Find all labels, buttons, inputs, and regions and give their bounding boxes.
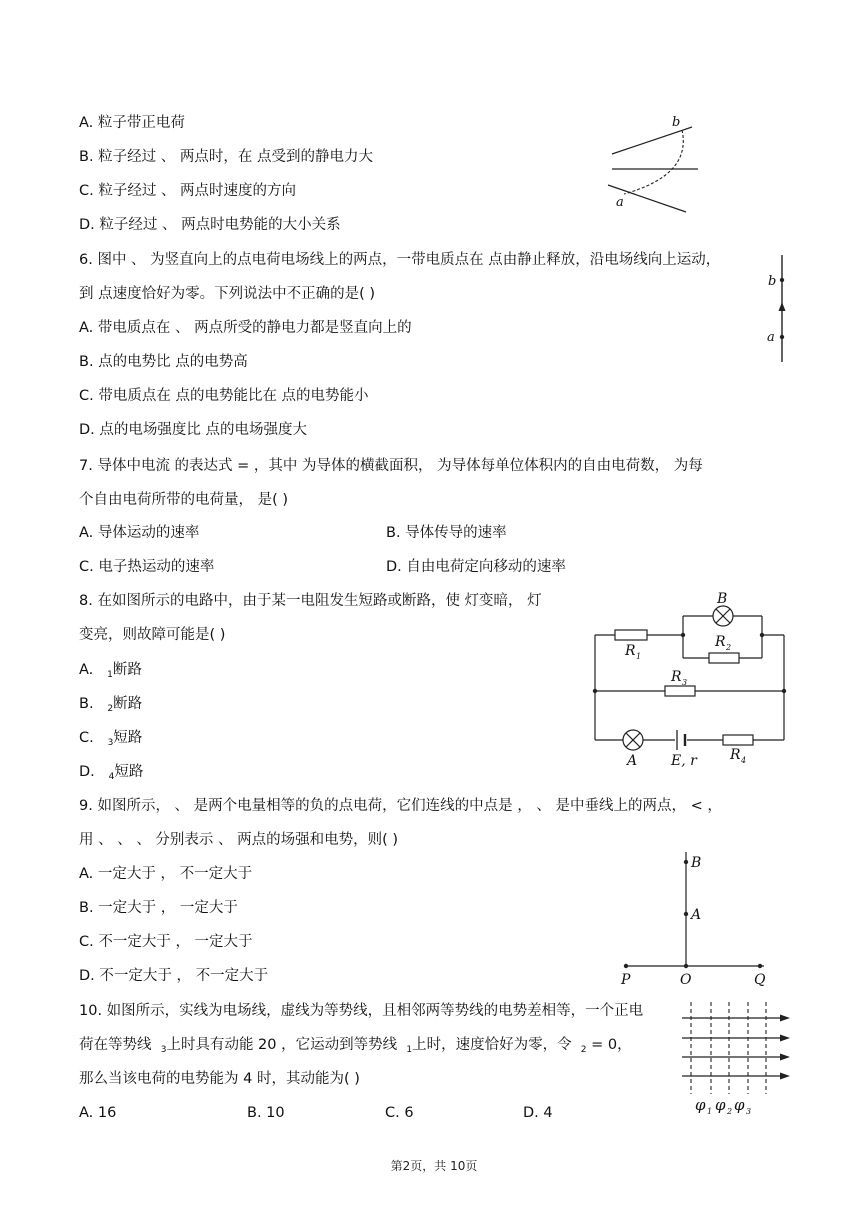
- q8-option-a: [79, 661, 142, 684]
- q8-option-c-text: 短路: [113, 730, 143, 746]
- q8-label-r2-sub: 2: [726, 643, 732, 652]
- q10-stem-line2: [79, 1036, 632, 1059]
- q9-option-a: A. 一定大于 ， 不一定大于: [79, 866, 253, 882]
- q8-resistor-r3: [665, 686, 695, 696]
- q9-point-a: [684, 912, 688, 916]
- q6-option-b: B. 点的电势比 点的电势高: [79, 354, 248, 370]
- q10-option-d: D. 4: [523, 1105, 553, 1121]
- q10-sub-3: 3: [160, 1045, 167, 1055]
- q8-option-c-sub: 3: [107, 738, 114, 748]
- q8-label-r3-sub: 3: [682, 678, 688, 687]
- q8-option-d-text: 短路: [114, 764, 144, 780]
- q10-stem-part-b: 上时具有动能 20 ，它运动到等势线: [166, 1037, 398, 1053]
- q9-stem-line1: 9. 如图所示， 、 是两个电量相等的负的点电荷，它们连线的中点是 ， 、 是中垂线上的两点， < ，: [79, 798, 722, 814]
- q8-label-r4-sub: 4: [741, 756, 747, 765]
- q6-option-c: C. 带电质点在 点的电势能比在 点的电势能小: [79, 388, 369, 404]
- q6-label-a: a: [767, 330, 775, 345]
- q10-equipotential-lines: [691, 1002, 766, 1094]
- q5-label-a: a: [616, 195, 624, 210]
- q9-label-p: P: [621, 972, 631, 988]
- q7-stem-line2: 个自由电荷所带的电荷量， 是( ): [79, 492, 289, 508]
- q6-electric-field-line-figure: [760, 250, 800, 365]
- q8-option-c-letter: C.: [79, 730, 94, 746]
- q5-particle-trajectory-figure: [600, 110, 710, 220]
- q8-resistor-r4: [723, 735, 753, 745]
- q10-stem-line3: 那么当该电荷的电势能为 4 时，其动能为( ): [79, 1071, 360, 1087]
- q7-option-d: D. 自由电荷定向移动的速率: [386, 559, 566, 575]
- q9-charge-p: [624, 964, 628, 968]
- q5-label-b: b: [672, 115, 681, 130]
- q7-option-a: A. 导体运动的速率: [79, 525, 200, 541]
- q8-option-a-letter: A.: [79, 662, 94, 678]
- q9-label-a: A: [691, 907, 702, 923]
- q8-label-r1-sub: 1: [636, 652, 642, 661]
- q8-battery-icon: [677, 730, 685, 750]
- q8-resistor-r1: [615, 630, 647, 640]
- q10-sub-2: 2: [580, 1045, 587, 1055]
- q10-label-phi1: φ: [695, 1096, 706, 1114]
- q8-option-d-sub: 4: [108, 772, 115, 782]
- q9-option-d: D. 不一定大于 ， 不一定大于: [79, 968, 269, 984]
- q8-label-r4: R: [730, 747, 741, 763]
- q8-lamp-a-icon: [623, 730, 643, 750]
- q10-stem-part-a: 荷在等势线: [79, 1037, 152, 1053]
- q8-option-d-letter: D.: [79, 764, 95, 780]
- q8-circuit-diagram: [585, 588, 800, 773]
- q10-stem-part-d: = 0，: [591, 1037, 632, 1053]
- q7-stem-line1: 7. 导体中电流 的表达式 = ，其中 为导体的横截面积， 为导体每单位体积内的自由电荷数， 为每: [79, 458, 703, 474]
- q9-point-charges-figure: [612, 842, 782, 992]
- q10-label-phi3: φ: [734, 1096, 745, 1114]
- q6-stem-line1: 6. 图中 、 为竖直向上的点电荷电场线上的两点，一带电质点在 点由静止释放，沿电场线向上运动，: [79, 252, 721, 268]
- q9-charge-q: [758, 964, 762, 968]
- q10-option-a: A. 16: [79, 1105, 117, 1121]
- q8-stem-line2: 变亮，则故障可能是( ): [79, 627, 226, 643]
- q8-label-r2: R: [715, 634, 726, 650]
- q5-option-a: A. 粒子带正电荷: [79, 115, 185, 131]
- q10-label-phi2: φ: [715, 1096, 726, 1114]
- q10-stem-line1: 10. 如图所示，实线为电场线，虚线为等势线，且相邻两等势线的电势差相等，一个正电: [79, 1003, 644, 1019]
- q6-arrow-up-icon: [779, 302, 786, 311]
- q8-option-c: [79, 729, 142, 752]
- q5-option-c: C. 粒子经过 、 两点时速度的方向: [79, 183, 297, 199]
- q8-option-b-letter: B.: [79, 696, 94, 712]
- page-footer: 第2页，共 10页: [390, 1159, 478, 1173]
- q8-stem-line1: 8. 在如图所示的电路中，由于某一电阻发生短路或断路，使 灯变暗， 灯: [79, 593, 542, 609]
- q8-resistor-r2: [709, 653, 739, 663]
- q10-label-phi1-sub: 1: [707, 1107, 713, 1116]
- q5-option-b: B. 粒子经过 、 两点时，在 点受到的静电力大: [79, 149, 373, 165]
- q6-option-a: A. 带电质点在 、 两点所受的静电力都是竖直向上的: [79, 320, 412, 336]
- q9-stem-line2: 用 、 、 、 分别表示 、 两点的场强和电势，则( ): [79, 832, 399, 848]
- q9-option-c: C. 不一定大于 ， 一定大于: [79, 934, 253, 950]
- q9-point-b: [684, 860, 688, 864]
- q8-label-r1: R: [625, 643, 636, 659]
- q8-label-lamp-a: A: [627, 753, 638, 769]
- q10-equipotential-figure: [678, 998, 798, 1146]
- q10-label-phi2-sub: 2: [727, 1107, 733, 1116]
- q7-option-b: B. 导体传导的速率: [386, 525, 507, 541]
- q7-option-c: C. 电子热运动的速率: [79, 559, 215, 575]
- q10-field-arrow-icons: [780, 1015, 790, 1080]
- q10-stem-part-c: 上时，速度恰好为零，令: [412, 1037, 572, 1053]
- q6-point-a: [780, 335, 784, 339]
- q8-label-battery: E, r: [671, 753, 697, 769]
- q9-midpoint-o: [684, 964, 688, 968]
- q10-field-lines: [682, 1018, 782, 1076]
- q8-option-b-text: 断路: [113, 696, 143, 712]
- q9-option-b: B. 一定大于 ， 一定大于: [79, 900, 238, 916]
- q10-label-phi3-sub: 3: [746, 1107, 752, 1116]
- q6-point-b: [780, 278, 784, 282]
- q8-option-a-text: 断路: [112, 662, 142, 678]
- q10-sub-1: 1: [406, 1045, 413, 1055]
- q9-label-q: Q: [754, 972, 766, 988]
- q8-label-lamp-b: B: [717, 591, 728, 607]
- q6-option-d: D. 点的电场强度比 点的电场强度大: [79, 422, 307, 438]
- q9-label-b: B: [691, 855, 702, 871]
- q8-option-d: [79, 763, 143, 786]
- q9-label-o: O: [680, 972, 692, 988]
- q6-label-b: b: [768, 274, 777, 289]
- q6-stem-line2: 到 点速度恰好为零。下列说法中不正确的是( ): [79, 286, 376, 302]
- q5-option-d: D. 粒子经过 、 两点时电势能的大小关系: [79, 217, 341, 233]
- q8-option-b: [79, 695, 142, 718]
- q8-option-b-sub: 2: [107, 704, 114, 714]
- q10-option-b: B. 10: [247, 1105, 285, 1121]
- q10-option-c: C. 6: [385, 1105, 414, 1121]
- q8-lamp-b-icon: [713, 606, 733, 626]
- q8-option-a-sub: 1: [107, 670, 113, 680]
- q5-field-line-upper: [612, 127, 692, 154]
- q8-label-r3: R: [671, 669, 682, 685]
